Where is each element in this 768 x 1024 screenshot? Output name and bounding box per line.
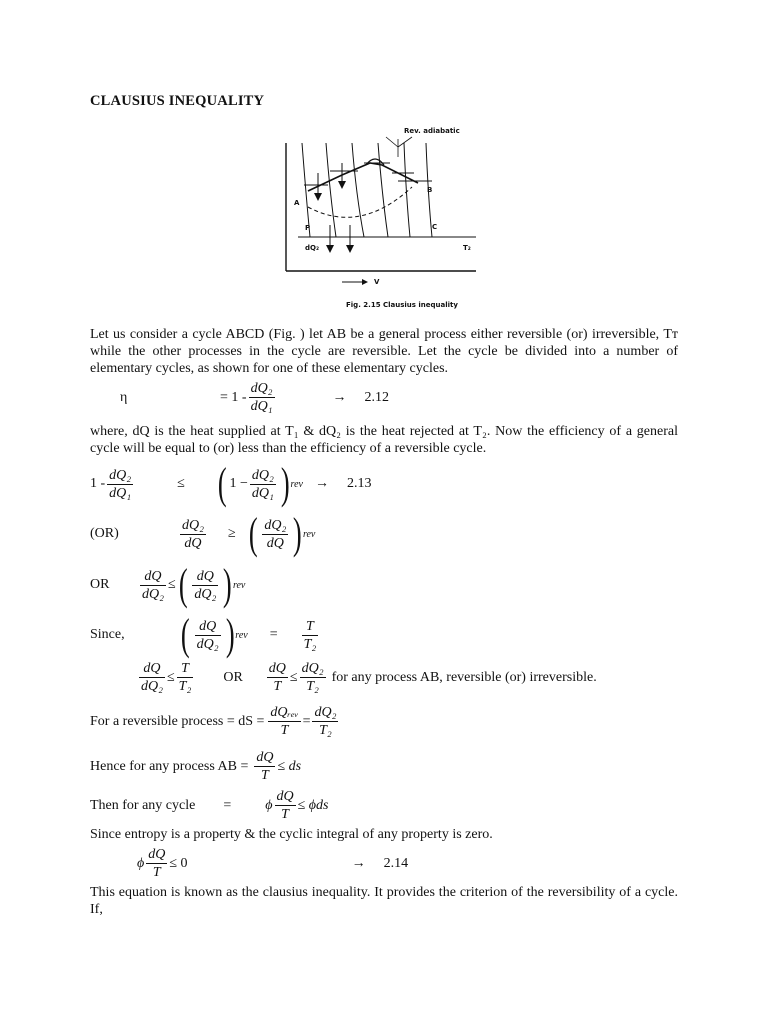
equation-2-12 — [90, 380, 389, 415]
or-label: OR — [223, 669, 243, 685]
page-title: CLAUSIUS INEQUALITY — [90, 93, 265, 109]
rev-subscript: rev — [235, 629, 248, 641]
or-3-tail: for any process AB, reversible (or) irreversible. — [331, 669, 597, 685]
fraction: $\frac{\text{dQ₂}}{\text{dQ₁}}$ — [250, 381, 273, 414]
equation-or-3 — [137, 660, 597, 695]
fraction: $\frac{\text{dQ₂}}{\text{dQ₁}}$ — [251, 467, 274, 501]
equation-since — [90, 610, 320, 659]
equals-symbol: = — [223, 797, 232, 813]
fraction: $\frac{\text{dQ₂}}{dQ}$ — [264, 517, 287, 551]
equation-hence — [90, 749, 301, 784]
figure-caption: Fig. 2.15 Clausius inequality — [346, 301, 458, 309]
point-b-label: B — [427, 186, 433, 194]
paragraph-4: This equation is known as the clausius inequality. It provides the criterion of the reversibility of a cycle. If, — [90, 885, 678, 917]
or-label: OR — [90, 577, 110, 592]
paragraph-1: Let us consider a cycle ABCD (Fig. ) let AB be a general process either reversible (or) irreversible, Tᴛ while the other processes in the cycle are reversible. Let the cycle be divided into a number of elementary cycles, as shown for one of these elementary cycles. — [90, 327, 678, 376]
eq-213-lhs: 1 - — [90, 476, 106, 491]
phi-symbol: ϕ — [265, 797, 273, 813]
fraction: $\frac{\text{dQ₂}}{\text{T₂}}$ — [301, 661, 324, 694]
paren-open: ( — [217, 459, 227, 508]
equals-symbol: = — [302, 713, 311, 729]
leq-symbol: ≤ — [289, 669, 298, 685]
rev-adiabatic-label: Rev. adiabatic — [404, 127, 460, 135]
paren-close: ) — [280, 459, 290, 508]
geq-symbol: ≥ — [227, 526, 236, 541]
paren-open: ( — [248, 509, 258, 558]
paren-open: ( — [178, 560, 188, 609]
equation-cycle — [90, 788, 329, 823]
rev-subscript: rev — [232, 579, 246, 591]
rev-subscript: rev — [290, 478, 303, 490]
point-a-label: A — [294, 199, 300, 207]
arrow-icon: → — [351, 855, 366, 871]
fraction: $\frac{dQ}{T}$ — [276, 789, 294, 822]
fraction: $\frac{dQ}{T}$ — [256, 750, 274, 783]
rev-text: For a reversible process = dS = — [90, 713, 265, 729]
v-axis-label: V — [374, 278, 380, 286]
fraction: $\frac{T}{\text{T₂}}$ — [178, 661, 192, 694]
arrow-icon: → — [332, 389, 347, 405]
paragraph-2: where, dQ is the heat supplied at T₁ & dQ₂ is the heat rejected at T₂. Now the efficiency of a general cycle will be equal to (or) less than the efficiency of a reversible cycle. — [90, 424, 678, 456]
paragraph-3: Since entropy is a property & the cyclic integral of any property is zero. — [90, 827, 493, 842]
paren-close: ) — [223, 560, 233, 609]
fraction: $\frac{dQ}{T}$ — [268, 661, 286, 694]
fraction: $\frac{dQ}{T}$ — [148, 847, 166, 880]
dq2-label: dQ₂ — [305, 244, 320, 252]
equation-reversible — [90, 704, 340, 739]
fraction: $\frac{dQ}{\text{dQ₂}}$ — [142, 568, 164, 602]
paren-close: ) — [225, 610, 235, 659]
fraction: $\frac{dQ}{\text{dQ₂}}$ — [196, 618, 219, 652]
phi-symbol: ϕ — [137, 855, 145, 871]
fraction: $\frac{\text{dQ₂}}{\text{dQ₁}}$ — [109, 467, 132, 501]
eq-212-mid: = 1 - — [220, 389, 247, 405]
leq-symbol: ≤ — [167, 577, 176, 592]
clausius-diagram — [280, 125, 490, 315]
leq-zero: ≤ 0 — [169, 855, 188, 871]
fraction: $\frac{dQ}{\text{dQ₂}}$ — [194, 568, 217, 602]
fraction: $\frac{dQ}{\text{dQ₂}}$ — [141, 661, 163, 694]
equation-number: 2.14 — [383, 855, 409, 871]
equation-or-2 — [90, 560, 246, 609]
arrow-icon: → — [314, 476, 329, 491]
equation-2-14 — [137, 846, 408, 881]
leq-phi-ds: ≤ ϕds — [297, 797, 329, 813]
equation-or-1 — [90, 509, 316, 558]
paren-close: ) — [293, 509, 303, 558]
since-label: Since, — [90, 627, 125, 642]
fraction: $\frac{\text{dQᵣₑᵥ}}{T}$ — [270, 705, 299, 738]
point-p-label: P — [305, 224, 311, 232]
or-label: (OR) — [90, 526, 119, 541]
leq-symbol: ≤ — [177, 476, 185, 491]
equation-number: 2.12 — [364, 389, 390, 405]
equation-number: 2.13 — [346, 476, 372, 491]
one-minus: 1 − — [229, 476, 248, 491]
t2-label: T₂ — [463, 244, 471, 252]
leq-symbol: ≤ — [166, 669, 175, 685]
cycle-text: Then for any cycle — [90, 797, 196, 813]
figure — [280, 125, 490, 315]
leq-ds: ≤ ds — [277, 758, 302, 774]
fraction: $\frac{T}{\text{T₂}}$ — [303, 618, 317, 652]
paren-open: ( — [180, 610, 190, 659]
equation-2-13 — [90, 459, 372, 508]
equals-symbol: = — [269, 627, 278, 642]
fraction: $\frac{\text{dQ₂}}{dQ}$ — [182, 517, 204, 551]
fraction: $\frac{\text{dQ₂}}{\text{T₂}}$ — [314, 705, 337, 738]
eta-symbol: η — [120, 389, 128, 405]
hence-text: Hence for any process AB = — [90, 758, 249, 774]
point-c-label: C — [432, 223, 438, 231]
rev-subscript: rev — [302, 528, 316, 540]
